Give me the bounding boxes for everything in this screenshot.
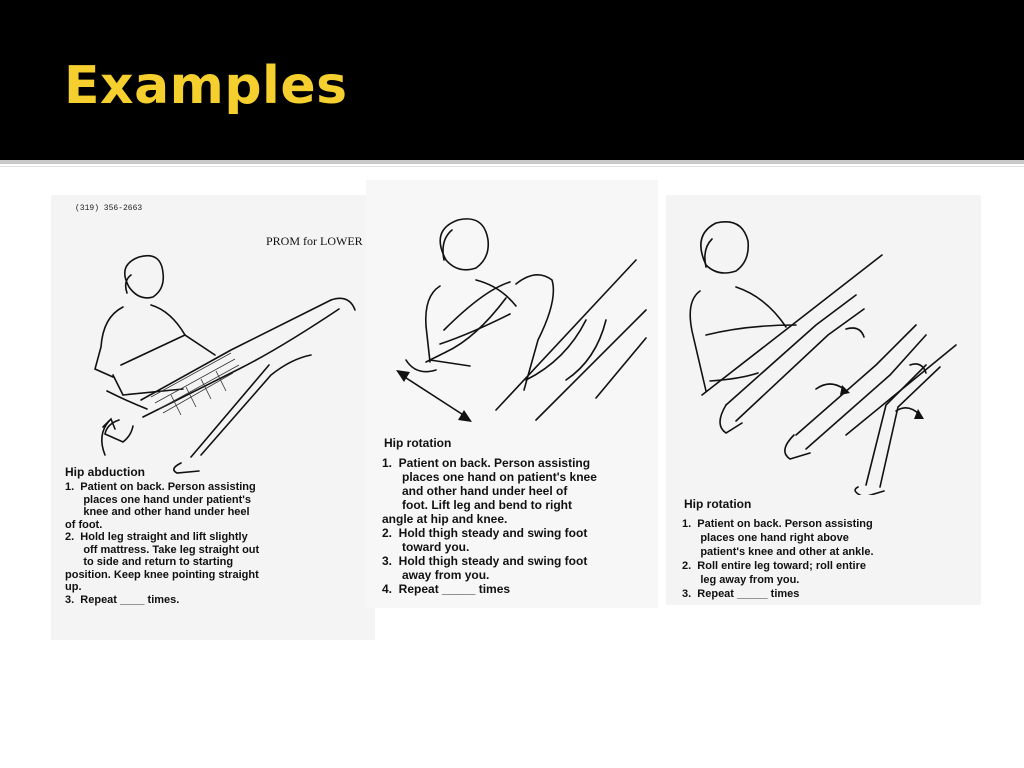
hip-abduction-illustration — [51, 195, 375, 475]
hip-abduction-steps — [65, 481, 259, 606]
step-line: 3. Hold thigh steady and swing foot — [382, 554, 588, 568]
step-line: position. Keep knee pointing straight — [65, 568, 259, 581]
step-line: of foot. — [65, 518, 103, 531]
step-line: and other hand under heel of — [382, 484, 568, 498]
step-line: 2. Hold thigh steady and swing foot — [382, 526, 588, 540]
step-line: off mattress. Take leg straight out — [65, 543, 260, 556]
step-line: places one hand under patient's — [65, 493, 251, 506]
step-line: 2. Hold leg straight and lift slightly — [65, 531, 248, 543]
title-bar — [0, 0, 1024, 160]
step-line: knee and other hand under heel — [65, 506, 250, 518]
title-rule — [0, 160, 1024, 164]
step-line: places one hand on patient's knee — [382, 470, 597, 484]
hip-abduction-panel — [51, 195, 375, 640]
step-line: to side and return to starting — [65, 556, 234, 568]
step-line: 3. Repeat _____ times — [682, 588, 800, 600]
hip-rotation-knee-panel — [366, 180, 658, 608]
step-line: leg away from you. — [682, 574, 800, 586]
step-line: 4. Repeat _____ times — [382, 582, 511, 596]
hip-rotation-roll-illustration — [666, 195, 981, 495]
step-line: places one hand right above — [682, 532, 849, 544]
step-line: 1. Patient on back. Person assisting — [382, 456, 591, 470]
hip-rotation-steps — [382, 456, 597, 596]
step-line: 1. Patient on back. Person assisting — [682, 518, 873, 530]
step-line: up. — [65, 581, 82, 593]
step-line: 1. Patient on back. Person assisting — [65, 481, 256, 493]
slide-title: Examples — [64, 56, 348, 116]
hip-rotation-roll-steps — [682, 517, 874, 601]
step-line: toward you. — [382, 540, 470, 554]
step-line: away from you. — [382, 568, 490, 582]
step-line: angle at hip and knee. — [382, 512, 508, 526]
hip-rotation-roll-panel — [666, 195, 981, 605]
step-line: foot. Lift leg and bend to right — [382, 498, 572, 512]
hip-abduction-heading: Hip abduction — [65, 465, 145, 479]
step-line: patient's knee and other at ankle. — [682, 546, 874, 558]
page-heading: PROM for LOWER — [266, 234, 363, 248]
step-line: 3. Repeat ____ times. — [65, 593, 180, 606]
hip-rotation-roll-heading: Hip rotation — [684, 497, 752, 511]
step-line: 2. Roll entire leg toward; roll entire — [682, 560, 866, 572]
title-rule-thin — [0, 166, 1024, 167]
phone-number: (319) 356-2663 — [75, 204, 143, 213]
hip-rotation-knee-illustration — [366, 180, 658, 430]
hip-rotation-heading: Hip rotation — [384, 436, 452, 450]
